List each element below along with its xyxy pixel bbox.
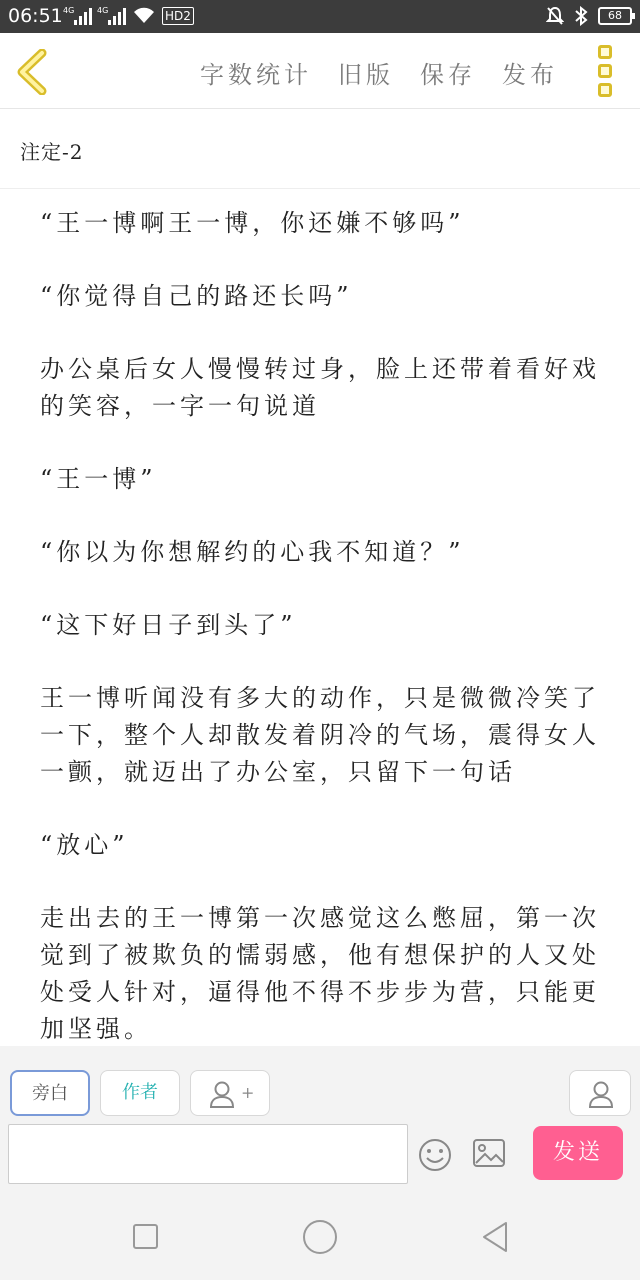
narrator-role-button[interactable]: 旁白 <box>10 1070 90 1116</box>
message-composer <box>0 1046 640 1196</box>
paragraph: “这下好日子到头了” <box>40 611 297 639</box>
paragraph: 王一博听闻没有多大的动作，只是微微冷笑了一下，整个人却散发着阴冷的气场，震得女人一颤，就迈出了办公室，只留下一句话 <box>40 684 600 786</box>
plus-label: + <box>241 1083 255 1102</box>
add-role-button[interactable] <box>190 1070 270 1116</box>
image-button[interactable] <box>472 1138 506 1172</box>
signal-icon-2 <box>98 8 126 25</box>
back-button[interactable] <box>14 49 54 95</box>
emoji-icon <box>418 1138 452 1172</box>
story-content[interactable] <box>40 205 610 1084</box>
emoji-button[interactable] <box>418 1138 452 1176</box>
word-count-button[interactable]: 字数统计 <box>200 61 312 89</box>
user-role-button[interactable] <box>569 1070 631 1116</box>
status-time: 06:51 <box>8 5 63 27</box>
paragraph: 办公桌后女人慢慢转过身，脸上还带着看好戏的笑容，一字一句说道 <box>40 355 600 420</box>
paragraph: “王一博啊王一博，你还嫌不够吗” <box>40 209 465 237</box>
message-input[interactable] <box>8 1124 408 1184</box>
wifi-icon <box>132 5 156 25</box>
status-left-icons <box>64 5 194 25</box>
nav-home-icon[interactable] <box>303 1220 337 1254</box>
paragraph: “放心” <box>40 831 129 859</box>
hd-voice-badge: HD2 <box>162 7 194 25</box>
publish-button[interactable]: 发布 <box>502 61 558 89</box>
paragraph: “你以为你想解约的心我不知道？” <box>40 538 465 566</box>
signal-icon <box>64 8 92 25</box>
bluetooth-icon <box>574 6 588 26</box>
person-icon <box>209 1080 235 1108</box>
network-type-label-2: 4G <box>97 6 109 15</box>
image-icon <box>472 1138 506 1168</box>
editor-toolbar <box>0 33 640 109</box>
chapter-title[interactable]: 注定-2 <box>20 140 84 164</box>
more-icon[interactable] <box>598 45 612 97</box>
mute-bell-icon <box>546 6 564 26</box>
nav-recents-icon[interactable] <box>133 1224 158 1249</box>
battery-indicator: 68 <box>598 7 632 25</box>
nav-back-icon[interactable] <box>480 1220 510 1254</box>
network-type-label: 4G <box>63 6 75 15</box>
status-bar <box>0 0 640 33</box>
save-button[interactable]: 保存 <box>420 61 476 89</box>
paragraph: “王一博” <box>40 465 157 493</box>
person-icon <box>588 1080 614 1108</box>
old-version-button[interactable]: 旧版 <box>338 61 394 89</box>
send-button[interactable]: 发送 <box>533 1126 623 1180</box>
paragraph: “你觉得自己的路还长吗” <box>40 282 353 310</box>
toolbar-actions <box>200 55 558 90</box>
paragraph: 走出去的王一博第一次感觉这么憋屈，第一次觉到了被欺负的懦弱感，他有想保护的人又处处受人针对，逼得他不得不步步为营，只能更加坚强。 <box>40 904 600 1043</box>
author-role-button[interactable]: 作者 <box>100 1070 180 1116</box>
divider <box>0 188 640 189</box>
back-chevron-icon <box>14 49 54 95</box>
system-nav-bar <box>0 1196 640 1280</box>
status-right-icons <box>546 6 632 26</box>
